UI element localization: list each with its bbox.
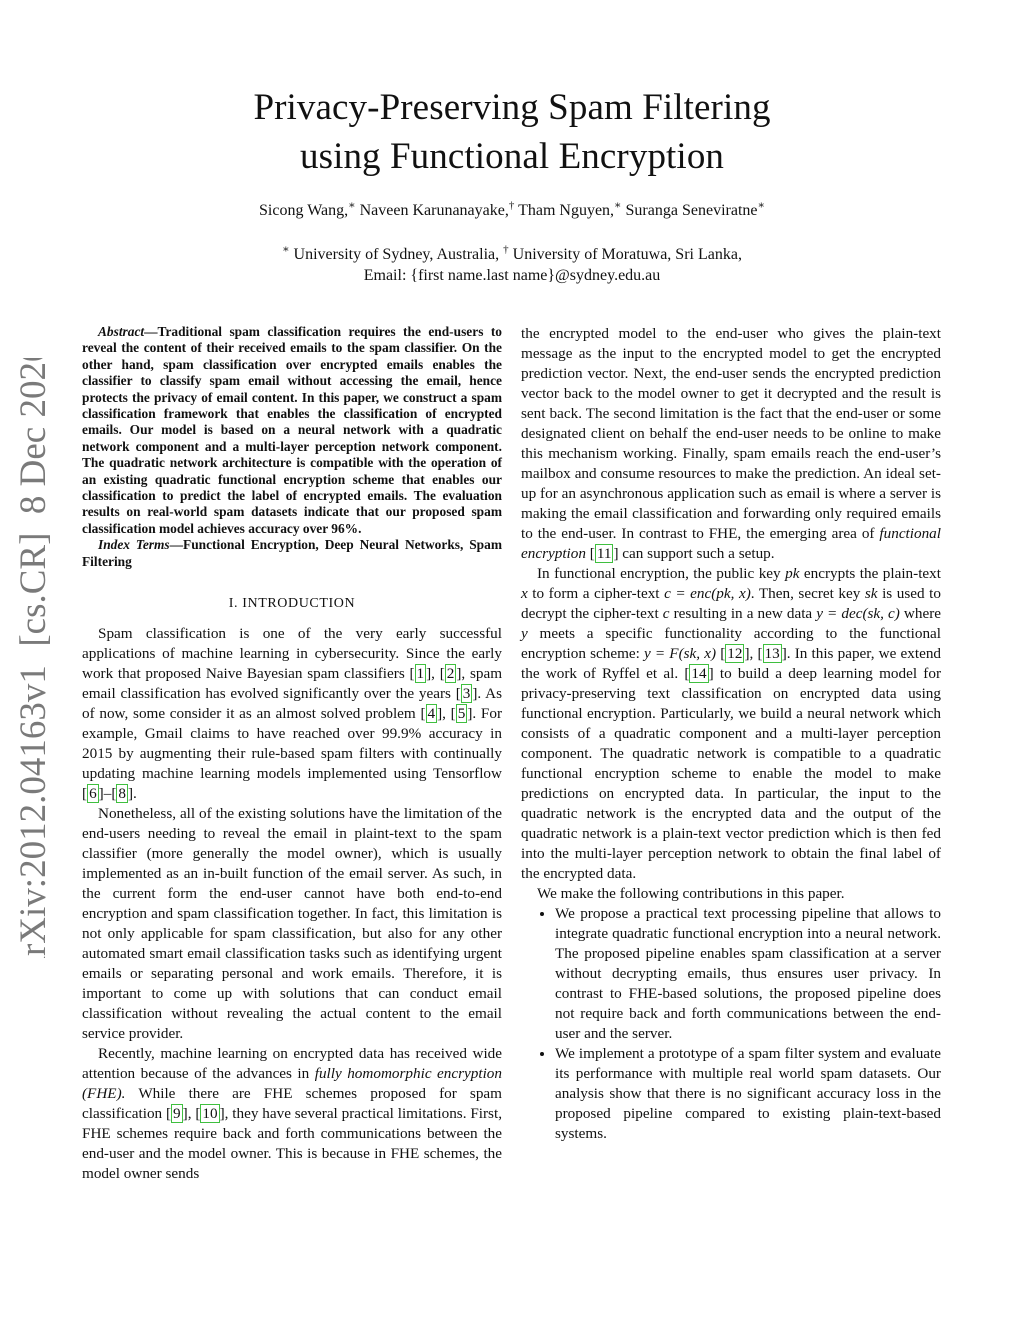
- author-1: Sicong Wang,: [259, 202, 349, 219]
- right-column: [521, 324, 941, 1144]
- text-run: meets a specific functionality according to the functional encryption scheme:: [521, 625, 941, 662]
- affiliations: [120, 244, 904, 286]
- index-terms-text: —Functional Encryption, Deep Neural Networks, Spam Filtering: [82, 537, 502, 569]
- text-run: to form a cipher-text: [527, 585, 665, 602]
- section-heading-introduction: [82, 594, 502, 614]
- text-run: ,: [187, 1105, 196, 1123]
- text-run: can support such a setup.: [618, 545, 775, 562]
- math-expression: y = F(sk, x): [644, 645, 717, 662]
- citation-link[interactable]: 3: [462, 685, 471, 703]
- arxiv-identifier: [2, 358, 62, 958]
- math-symbol: c: [662, 605, 670, 622]
- text-run: . Then, secret key: [750, 585, 865, 602]
- text-run: [586, 545, 590, 562]
- author-3: Tham Nguyen,: [518, 202, 615, 219]
- citation-link[interactable]: 10: [202, 1105, 218, 1123]
- citation-link[interactable]: 4: [427, 705, 436, 723]
- citation-link[interactable]: 5: [457, 705, 466, 723]
- text-run: is used to decrypt the cipher-text: [521, 585, 941, 622]
- text-run: to build a deep learning model for privacy-preserving text classification on encrypted data using functional encryption. Particularly, we build a neural network which consists of a quadratic component and a multi-layer perception component. The quadratic network is compatible to a quadratic functional encryption scheme to enable the model to make predictions on encrypted data. In particular, the input to the quadratic network is the encrypted data and the output of the quadratic network is a plain-text vector prediction which is then fed into the multi-layer perception network to obtain the final label of the encrypted data.: [521, 665, 941, 882]
- math-symbol: pk: [785, 565, 800, 582]
- intro-paragraph-2: Nonetheless, all of the existing solutions have the limitation of the end-users needing to reveal the email in plaint-text to the spam classifier (more generally the model owner), which is usually implemented as an in-built function of the email server. As such, in the current form the end-user cannot have both end-to-end encryption and spam classification together. In fact, this limitation is not only applicable for spam classification, but also for any other automated smart email classification tasks such as identifying urgent emails or separating personal and work emails. Therefore, it is important to come up with solutions that can conduct email classification without revealing the actual content to the email service provider.: [82, 805, 502, 1043]
- text-run: ,: [749, 645, 758, 662]
- affiliation-line: [120, 244, 904, 265]
- text-run: the encrypted model to the end-user who gives the plain-text message as the input to the encrypted model to get the encrypted prediction vector. Next, the end-user sends the encrypted prediction vector back to the model owner to get it decrypted and the result is sent back. The second limitation is the fact that the end-user or some designated client on behalf the end-user needs to be online to make this mechanism working. Finally, spam emails reach the end-user’s mailbox and consume resources to make the prediction. An ideal set-up for an asynchronous application such as email is where a server is making the email classification and forwarding only required emails to the end-user. In contrast to FHE, the emerging area of: [521, 325, 941, 542]
- author-2-mark: †: [508, 199, 515, 212]
- title-line-2: using Functional Encryption: [299, 136, 725, 177]
- text-run: In functional encryption, the public key: [537, 565, 786, 582]
- abstract-lead: Abstract: [98, 324, 145, 339]
- text-run: .: [133, 785, 137, 803]
- right-paragraph-2: In functional encryption, the public key pk encrypts the plain-text x to form a cipher-text c = enc(pk, x). Then, secret key sk is used to decrypt the cipher-text c resulting in a new data y = dec(sk, c) where y meets a specific functionality according to the functional encryption scheme: y = F(sk, x) [ 12 ], [ 13 ]. In this paper, we extend the work of Ryffel et al. [ 14 ] to build a deep learning model for privacy-preserving text classification on encrypted data using functional encryption. Particularly, we build a neural network which consists of a quadratic component and a multi-layer perception component. The quadratic network is compatible to a quadratic functional encryption scheme to enable the model to make predictions on encrypted data. In particular, the input to the quadratic network is the encrypted data and the output of the quadratic network is a plain-text vector prediction which is then fed into the multi-layer perception network to obtain the final label of the encrypted data.: [521, 565, 942, 882]
- citation-link[interactable]: 2: [446, 665, 455, 683]
- author-2: Naveen Karunanayake,: [359, 202, 509, 219]
- author-1-mark: ∗: [348, 199, 356, 212]
- text-run: . For example, Gmail claims to have reached over 99.9% accuracy in 2015 by augmenting their rule-based spam filters with continually updating machine learning models implemented using Tensorflow: [82, 705, 502, 783]
- text-run: where: [899, 605, 941, 622]
- section-number: I.: [228, 596, 243, 612]
- right-paragraph-1: the encrypted model to the end-user who gives the plain-text message as the input to the encrypted model to get the encrypted prediction vector. Next, the end-user sends the encrypted prediction vector back to the model owner to get it decrypted and the result is sent back. The second limitation is the fact that the end-user or some designated client on behalf the end-user needs to be online to make this mechanism working. Finally, spam emails reach the end-user’s mailbox and consume resources to make the prediction. An ideal set-up for an asynchronous application such as email is where a server is making the email classification and forwarding only required emails to the end-user. In contrast to FHE, the emerging area of functional encryption [ 11 ] can support such a setup.: [521, 325, 941, 562]
- text-run: resulting in a new data: [669, 605, 817, 622]
- text-run: –: [103, 785, 112, 803]
- text-run: [716, 645, 720, 662]
- text-run: . As of now, some consider it as an almost solved problem: [82, 685, 502, 723]
- contributions-list: [521, 904, 941, 1144]
- affiliation-2-mark: †: [503, 243, 509, 256]
- math-expression: c = enc(pk, x): [664, 585, 751, 602]
- affiliation-2: University of Moratuwa, Sri Lanka,: [512, 246, 742, 263]
- left-column: [82, 324, 502, 1184]
- text-run: encrypts the plain-text: [799, 565, 941, 582]
- citation-link[interactable]: 11: [596, 545, 612, 562]
- intro-paragraph-1: Spam classification is one of the very early successful applications of machine learning in cybersecurity. Since the early work that proposed Naive Bayesian spam classifiers [ 1 ], [ 2 ], spam email classification has evolved significantly over the years [ 3 ]. As of now, some consider it as an almost solved problem [ 4 ], [ 5 ]. For example, Gmail claims to have reached over 99.9% accuracy in 2015 by augmenting their rule-based spam filters with continually updating machine learning models implemented using Tensorflow [ 6 ]–[ 8 ].: [82, 625, 503, 803]
- citation-link[interactable]: 13: [764, 645, 780, 662]
- citation-link[interactable]: 12: [727, 645, 743, 662]
- contribution-item-2: • We implement a prototype of a spam filter system and evaluate its performance with multiple real world spam datasets. Our analysis show that there is no significant accuracy loss in the proposed pipeline compared to existing plain-text-based systems.: [555, 1044, 941, 1144]
- text-run: , they have several practical limitations. First, FHE schemes require back and forth communications between the end-user and the model owner. This is because in FHE schemes, the model owner sends: [82, 1105, 502, 1183]
- text-run: ,: [442, 705, 451, 723]
- affiliation-1-mark: ∗: [282, 243, 290, 256]
- author-4: Suranga Seneviratne: [625, 202, 758, 219]
- contribution-item-1: • We propose a practical text processing pipeline that allows to integrate quadratic functional encryption into a neural network. The proposed pipeline enables spam classification at a server without decrypting emails, thus ensures user privacy. In contrast to FHE-based solutions, the proposed pipeline does not require back and forth communications between the end-user and the server.: [555, 904, 941, 1044]
- affiliation-1: University of Sydney, Australia,: [293, 246, 500, 263]
- contributions-intro: We make the following contributions in this paper.: [537, 885, 845, 902]
- intro-paragraph-3: Recently, machine learning on encrypted data has received wide attention because of the advances in fully homomorphic encryption (FHE). While there are FHE schemes proposed for spam classification [ 9 ], [ 10 ], they have several practical limitations. First, FHE schemes require back and forth communications between the end-user and the model owner. This is because in FHE schemes, the model owner sends: [82, 1045, 502, 1183]
- citation-link[interactable]: 9: [173, 1105, 181, 1123]
- citation-link[interactable]: 1: [416, 665, 425, 683]
- abstract-text: —Traditional spam classification requires the end-users to reveal the content of their received emails to the spam classifier. On the other hand, spam classification over encrypted emails enables the classifier to classify spam email without accessing the email, hence protects the privacy of email content. In this paper, we construct a spam classification framework that enables the classification of encrypted emails. Our model is based on a neural network with a quadratic network component and a multi-layer perception network component. The quadratic network architecture is compatible with the operation of an existing quadratic functional encryption scheme that enables our classification to predict the label of encrypted emails. The evaluation results on real-world spam datasets indicate that our proposed spam classification model achieves accuracy over 96%.: [82, 324, 502, 536]
- emphasis-text: fully homomorphic encryption (FHE).: [82, 1065, 502, 1103]
- paper-title: [120, 83, 904, 181]
- math-symbol: sk: [864, 585, 878, 602]
- math-symbol: y: [521, 625, 528, 642]
- text-run: , spam email classification has evolved significantly over the years: [82, 665, 503, 703]
- math-symbol: x: [521, 585, 528, 602]
- text-run: Recently, machine learning on encrypted data has received wide attention because of the advances in: [82, 1045, 502, 1083]
- section-title-initial: I: [242, 596, 248, 612]
- index-terms: [82, 537, 502, 570]
- math-expression: y = dec(sk, c): [816, 605, 900, 622]
- contact-email: Email: {first name.last name}@sydney.edu.au: [363, 267, 661, 284]
- author-list: [120, 200, 904, 222]
- citation-link[interactable]: 14: [691, 665, 707, 682]
- author-4-mark: ∗: [757, 199, 765, 212]
- text-run: . In this paper, we extend the work of Ryffel et al.: [521, 645, 942, 682]
- citation-link[interactable]: 6: [89, 785, 97, 803]
- abstract: [82, 324, 502, 537]
- text-run: Spam classification is one of the very early successful applications of machine learning in cybersecurity. Since the early work that proposed Naive Bayesian spam classifiers: [82, 625, 502, 683]
- text-run: While there are FHE schemes proposed for spam classification: [82, 1085, 502, 1123]
- section-title-rest: NTRODUCTION: [247, 596, 356, 612]
- arxiv-identifier-text: arXiv:2012.04163v1 [cs.CR] 8 Dec 2020: [13, 358, 54, 958]
- author-3-mark: ∗: [614, 199, 622, 212]
- index-terms-lead: Index Terms: [98, 537, 170, 553]
- title-line-1: Privacy-Preserving Spam Filtering: [253, 87, 771, 128]
- emphasis-text: functional encryption: [521, 525, 941, 562]
- citation-link[interactable]: 8: [118, 785, 126, 803]
- text-run: ,: [431, 665, 440, 683]
